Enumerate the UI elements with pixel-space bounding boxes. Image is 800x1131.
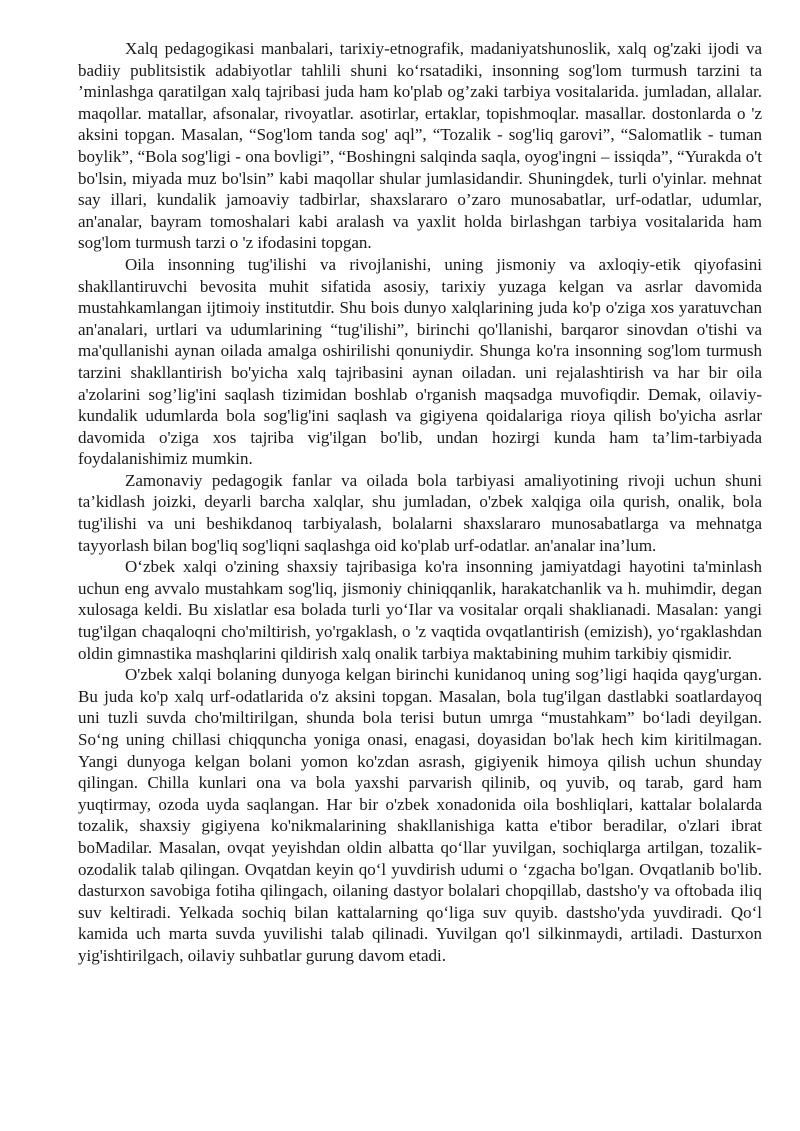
paragraph-child-health-customs: O'zbek xalqi bolaning dunyoga kelgan birinchi kunidanoq uning sog’ligi haqida qayg'urgan. Bu juda ko'p xalq urf-odatlarida o'z aksini topgan. Masalan, bola tug'ilgan dastlabki soatlardayoq uni tuzli suvda cho'miltirilgan, shunda bola terisi butun umrga “mustahkam” bo‘ladi deyilgan. So‘ng uning chillasi chiqquncha yoniga onasi, enagasi, doyasidan bo'lak hech kim kiritilmagan. Yangi dunyoga kelgan bolani yomon ko'zdan asrash, gigiyenik himoya qilish uchun shunday qilingan. Chilla kunlari ona va bola yaxshi parvarish qilinib, oq yuvib, oq tarab, gard ham yuqtirmay, ozoda uyda saqlangan. Har bir o'zbek xonadonida oila boshliqlari, kattalar bolalarda tozalik, shaxsiy gigiyena ko'nikmalarining shakllanishiga katta e'tibor beradilar, o'zlari ibrat boMadilar. Masalan, ovqat yeyishdan oldin albatta qo‘llar yuvilgan, sochiqlarga artilgan, tozalik-ozodalik talab qilingan. Ovqatdan keyin qo‘l yuvdirish udumi o ‘zgacha bo'lgan. Ovqatlanib bo'lib. dasturxon savobiga fotiha qilingach, oilaning dastyor bolalari chopqillab, dastsho'y va oftobada iliq suv keltiradi. Yelkada sochiq bilan kattalarning qo‘liga suv quyib. dastsho'yda yuvdiradi. Qo‘l kamida uch marta suvda yuvilishi talab qilinadi. Yuvilgan qo'l silkinmaydi, artiladi. Dasturxon yig'ishtirilgach, oilaviy suhbatlar gurung davom etadi.	[78, 665, 762, 965]
document-page	[78, 38, 762, 967]
paragraph-uzbek-experience: O‘zbek xalqi o'zining shaxsiy tajribasiga ko'ra insonning jamiyatdagi hayotini ta'minlash uchun eng avvalo mustahkam sog'liq, jismoniy chiniqqanlik, harakatchanlik va h. muhimdir, degan xulosaga keldi. Bu xislatlar esa bolada turli yo‘Ilar va vositalar orqali shaklianadi. Masalan: yangi tug'ilgan chaqaloqni cho'miltirish, yo'rgaklash, o 'z vaqtida ovqatlantirish (emizish), yo‘rgaklashdan oldin gimnastika mashqlarini qildirish xalq onalik tarbiya maktabining muhim tarkibiy qismidir.	[78, 557, 762, 663]
paragraph-modern-pedagogy: Zamonaviy pedagogik fanlar va oilada bola tarbiyasi amaliyotining rivoji uchun shuni ta’kidlash joizki, deyarli barcha xalqlar, shu jumladan, o'zbek xalqiga oila qurish, onalik, bola tug'ilishi va uni beshikdanoq tarbiyalash, bolalarni shaxslararo munosabatlarga va mehnatga tayyorlash bilan bog'liq sog'liqni saqlashga oid ko'plab urf-odatlar. an'analar ina’lum.	[78, 470, 762, 555]
paragraph-folk-pedagogy-sources: Xalq pedagogikasi manbalari, tarixiy-etnografik, madaniyatshunoslik, xalq og'zaki ijodi va badiiy publitsistik adabiyotlar tahlili shuni ko‘rsatadiki, insonning sog'lom turmush tarzini ta ’minlashga qaratilgan xalq tajribasi juda ham ko'plab og’zaki tarbiya vositalarida. jumladan, allalar. maqollar. matallar, afsonalar, rivoyatlar. asotirlar, ertaklar, topishmoqlar. masallar. dostonlarda o 'z aksini topgan. Masalan, “Sog'lom tanda sog' aql”, “Tozalik - sog'liq garovi”, “Salomatlik - tuman boylik”, “Bola sog'ligi - ona bovligi”, “Boshingni salqinda saqla, oyog'ingni – issiqda”, “Yurakda o't bo'lsin, miyada muz bo'lsin” kabi maqollar shular jumlasidandir. Shuningdek, turli o'yinlar. mehnat say illari, kundalik jamoaviy tadbirlar, shaxslararo o’zaro munosabatlar, urf-odatlar, udumlar, an'analar, bayram tomoshalari kabi aralash va yaxlit holda birlashgan tarbiya vositalarida ham sog'lom turmush tarzi o 'z ifodasini topgan.	[78, 39, 762, 253]
paragraph-family-institution: Oila insonning tug'ilishi va rivojlanishi, uning jismoniy va axloqiy-etik qiyofasini shakllantiruvchi bevosita muhit sifatida asosiy, tarixiy yuzaga kelgan va asrlar davomida mustahkamlangan ijtimoiy institutdir. Shu bois dunyo xalqlarining juda ko'p o'ziga xos yaratuvchan an'analari, urtlari va udumlarining “tug'ilishi”, birinchi qo'llanishi, barqaror sinovdan o'tishi va ma'qullanishi aynan oilada amalga oshirilishi qonuniydir. Shunga ko'ra insonning sog'lom turmush tarzini shakllantirish bo'yicha xalq tajribasini aynan oiladan. uni rejalashtirish va har bir oila a'zolarini sog’lig'ini saqlash tizimidan boshlab o'rganish maqsadga muvofiqdir. Demak, oilaviy-kundalik udumlarda bola sog'lig'ini saqlash va gigiyena qoidalariga rioya qilish bo'yicha asrlar davomida o'ziga xos tajriba vig'ilgan bo'lib, undan hozirgi kunda ham ta’lim-tarbiyada foydalanishimiz mumkin.	[78, 254, 762, 469]
